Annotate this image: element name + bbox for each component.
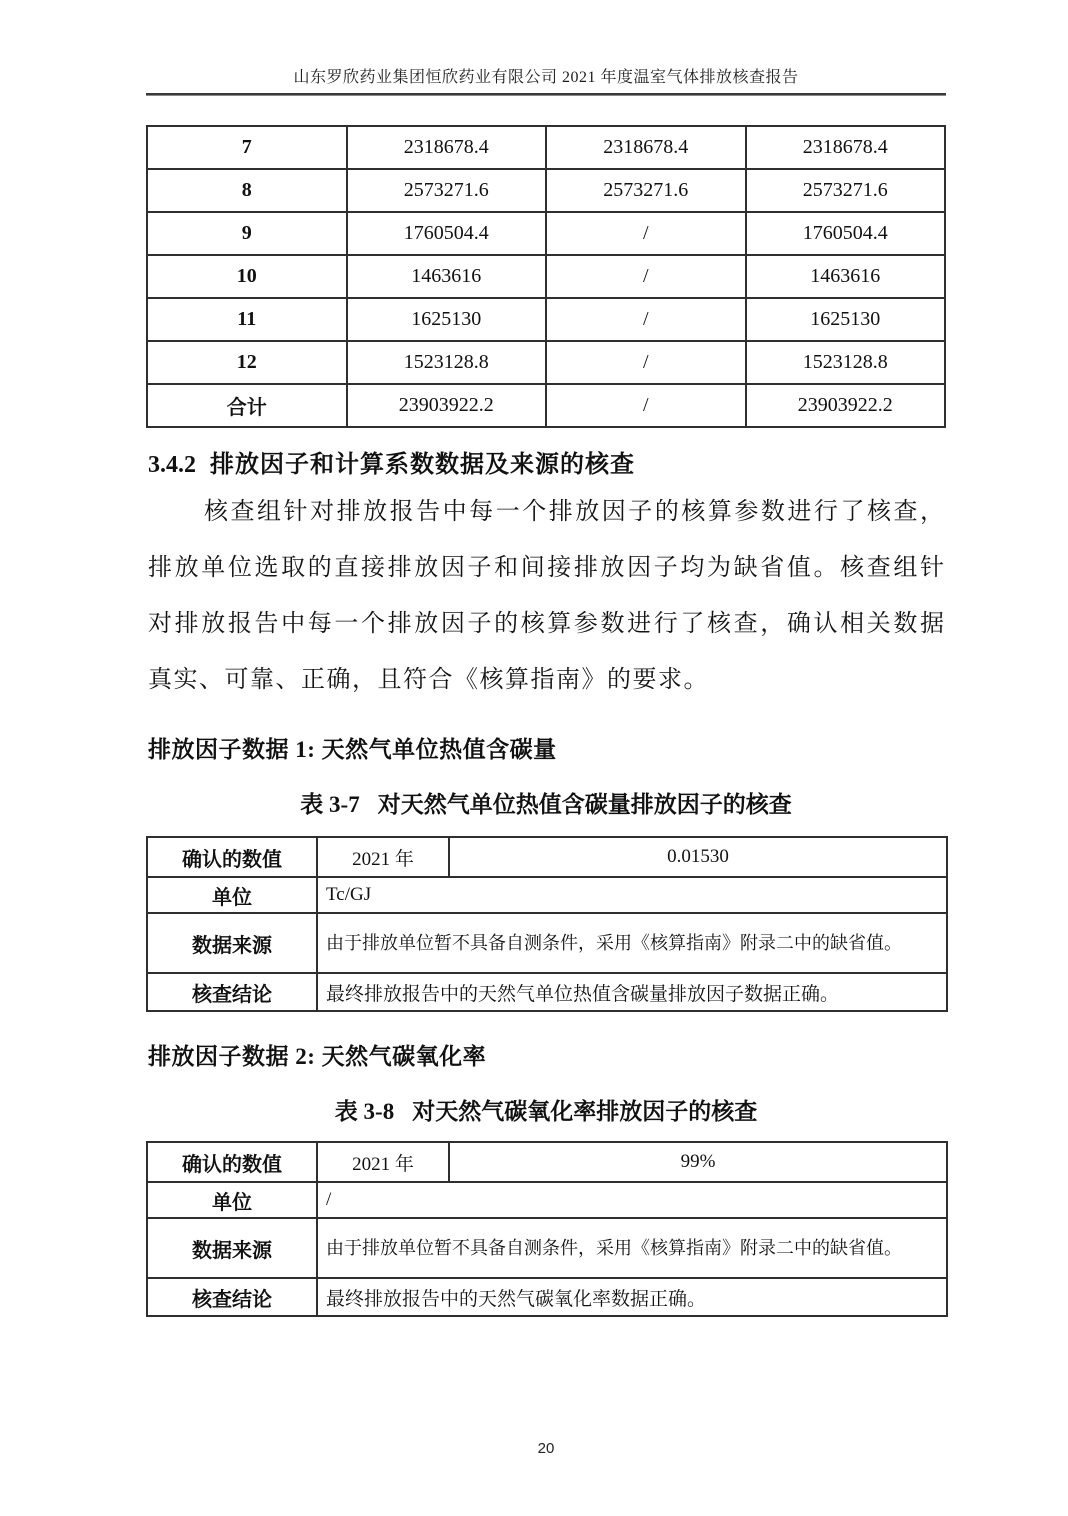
value-cell: 99% — [449, 1142, 947, 1182]
year-cell: 2021 年 — [317, 1142, 449, 1182]
table-row — [147, 1182, 947, 1218]
paragraph-line: 对排放报告中每一个排放因子的核算参数进行了核查，确认相关数据 — [148, 611, 944, 637]
paragraph-line: 核查组针对排放报告中每一个排放因子的核算参数进行了核查， — [204, 499, 944, 525]
table-row — [147, 169, 945, 212]
row-label: 8 — [147, 169, 347, 212]
table-cell: 1760504.4 — [347, 212, 547, 255]
body-paragraph — [148, 484, 944, 708]
table-3-7-caption — [148, 786, 944, 819]
row-label: 10 — [147, 255, 347, 298]
table-cell: / — [546, 255, 746, 298]
table-cell: 2318678.4 — [546, 126, 746, 169]
table-cell: 2318678.4 — [347, 126, 547, 169]
table-cell: 2573271.6 — [347, 169, 547, 212]
table-3-7 — [146, 836, 948, 1012]
table-cell: 2318678.4 — [746, 126, 946, 169]
section-title: 排放因子和计算系数数据及来源的核查 — [210, 452, 635, 478]
table-cell: 1625130 — [746, 298, 946, 341]
page-number: 20 — [537, 1440, 555, 1457]
paragraph-line: 真实、可靠、正确，且符合《核算指南》的要求。 — [148, 667, 709, 693]
table-cell: 1760504.4 — [746, 212, 946, 255]
table-cell: 2573271.6 — [746, 169, 946, 212]
table-row — [147, 212, 945, 255]
table-cell: 1463616 — [347, 255, 547, 298]
source-cell: 由于排放单位暂不具备自测条件，采用《核算指南》附录二中的缺省值。 — [317, 1218, 947, 1278]
table-cell: / — [546, 212, 746, 255]
source-cell: 由于排放单位暂不具备自测条件，采用《核算指南》附录二中的缺省值。 — [317, 913, 947, 973]
running-header-title: 山东罗欣药业集团恒欣药业有限公司 2021 年度温室气体排放核查报告 — [293, 69, 799, 86]
table-cell: 1523128.8 — [347, 341, 547, 384]
table-cell: 1463616 — [746, 255, 946, 298]
table-3-8-caption-label: 表 3-8 — [334, 1099, 395, 1124]
row-label: 单位 — [147, 1182, 317, 1218]
year-cell: 2021 年 — [317, 837, 449, 877]
table-row — [147, 1218, 947, 1278]
table-row — [147, 341, 945, 384]
table-row — [147, 973, 947, 1011]
table-row — [147, 1142, 947, 1182]
table-3-7-caption-text: 对天然气单位热值含碳量排放因子的核查 — [377, 792, 792, 817]
table-3-8-caption-text: 对天然气碳氧化率排放因子的核查 — [412, 1099, 758, 1124]
row-label: 确认的数值 — [147, 837, 317, 877]
paragraph-line: 排放单位选取的直接排放因子和间接排放因子均为缺省值。核查组针 — [148, 555, 944, 581]
row-label: 数据来源 — [147, 1218, 317, 1278]
conclusion-cell: 最终排放报告中的天然气单位热值含碳量排放因子数据正确。 — [317, 973, 947, 1011]
table-cell: 2573271.6 — [546, 169, 746, 212]
table-cell: 1523128.8 — [746, 341, 946, 384]
header-rule — [146, 93, 946, 96]
table-3-7-caption-label: 表 3-7 — [300, 792, 360, 817]
factor2-heading: 排放因子数据 2: 天然气碳氧化率 — [148, 1044, 487, 1069]
row-label: 7 — [147, 126, 347, 169]
table-row-total — [147, 384, 945, 427]
table-3-8 — [146, 1141, 948, 1317]
row-label: 核查结论 — [147, 973, 317, 1011]
value-cell: 0.01530 — [449, 837, 947, 877]
monthly-data-table — [146, 125, 946, 428]
table-cell: 23903922.2 — [746, 384, 946, 427]
factor1-heading: 排放因子数据 1: 天然气单位热值含碳量 — [148, 737, 557, 762]
table-row — [147, 1278, 947, 1316]
row-label: 11 — [147, 298, 347, 341]
table-cell: 23903922.2 — [347, 384, 547, 427]
row-label: 确认的数值 — [147, 1142, 317, 1182]
row-label: 数据来源 — [147, 913, 317, 973]
table-cell: 1625130 — [347, 298, 547, 341]
table-row — [147, 877, 947, 913]
row-label: 12 — [147, 341, 347, 384]
row-label: 核查结论 — [147, 1278, 317, 1316]
section-heading — [148, 444, 968, 479]
conclusion-cell: 最终排放报告中的天然气碳氧化率数据正确。 — [317, 1278, 947, 1316]
table-cell: / — [546, 341, 746, 384]
table-3-8-caption — [148, 1093, 944, 1126]
table-cell: / — [546, 384, 746, 427]
row-label: 单位 — [147, 877, 317, 913]
row-label: 合计 — [147, 384, 347, 427]
row-label: 9 — [147, 212, 347, 255]
table-cell: / — [546, 298, 746, 341]
table-row — [147, 837, 947, 877]
table-row — [147, 913, 947, 973]
unit-cell: Tc/GJ — [317, 877, 947, 913]
section-number: 3.4.2 — [148, 452, 196, 478]
table-row — [147, 126, 945, 169]
unit-cell: / — [317, 1182, 947, 1218]
table-row — [147, 255, 945, 298]
table-row — [147, 298, 945, 341]
